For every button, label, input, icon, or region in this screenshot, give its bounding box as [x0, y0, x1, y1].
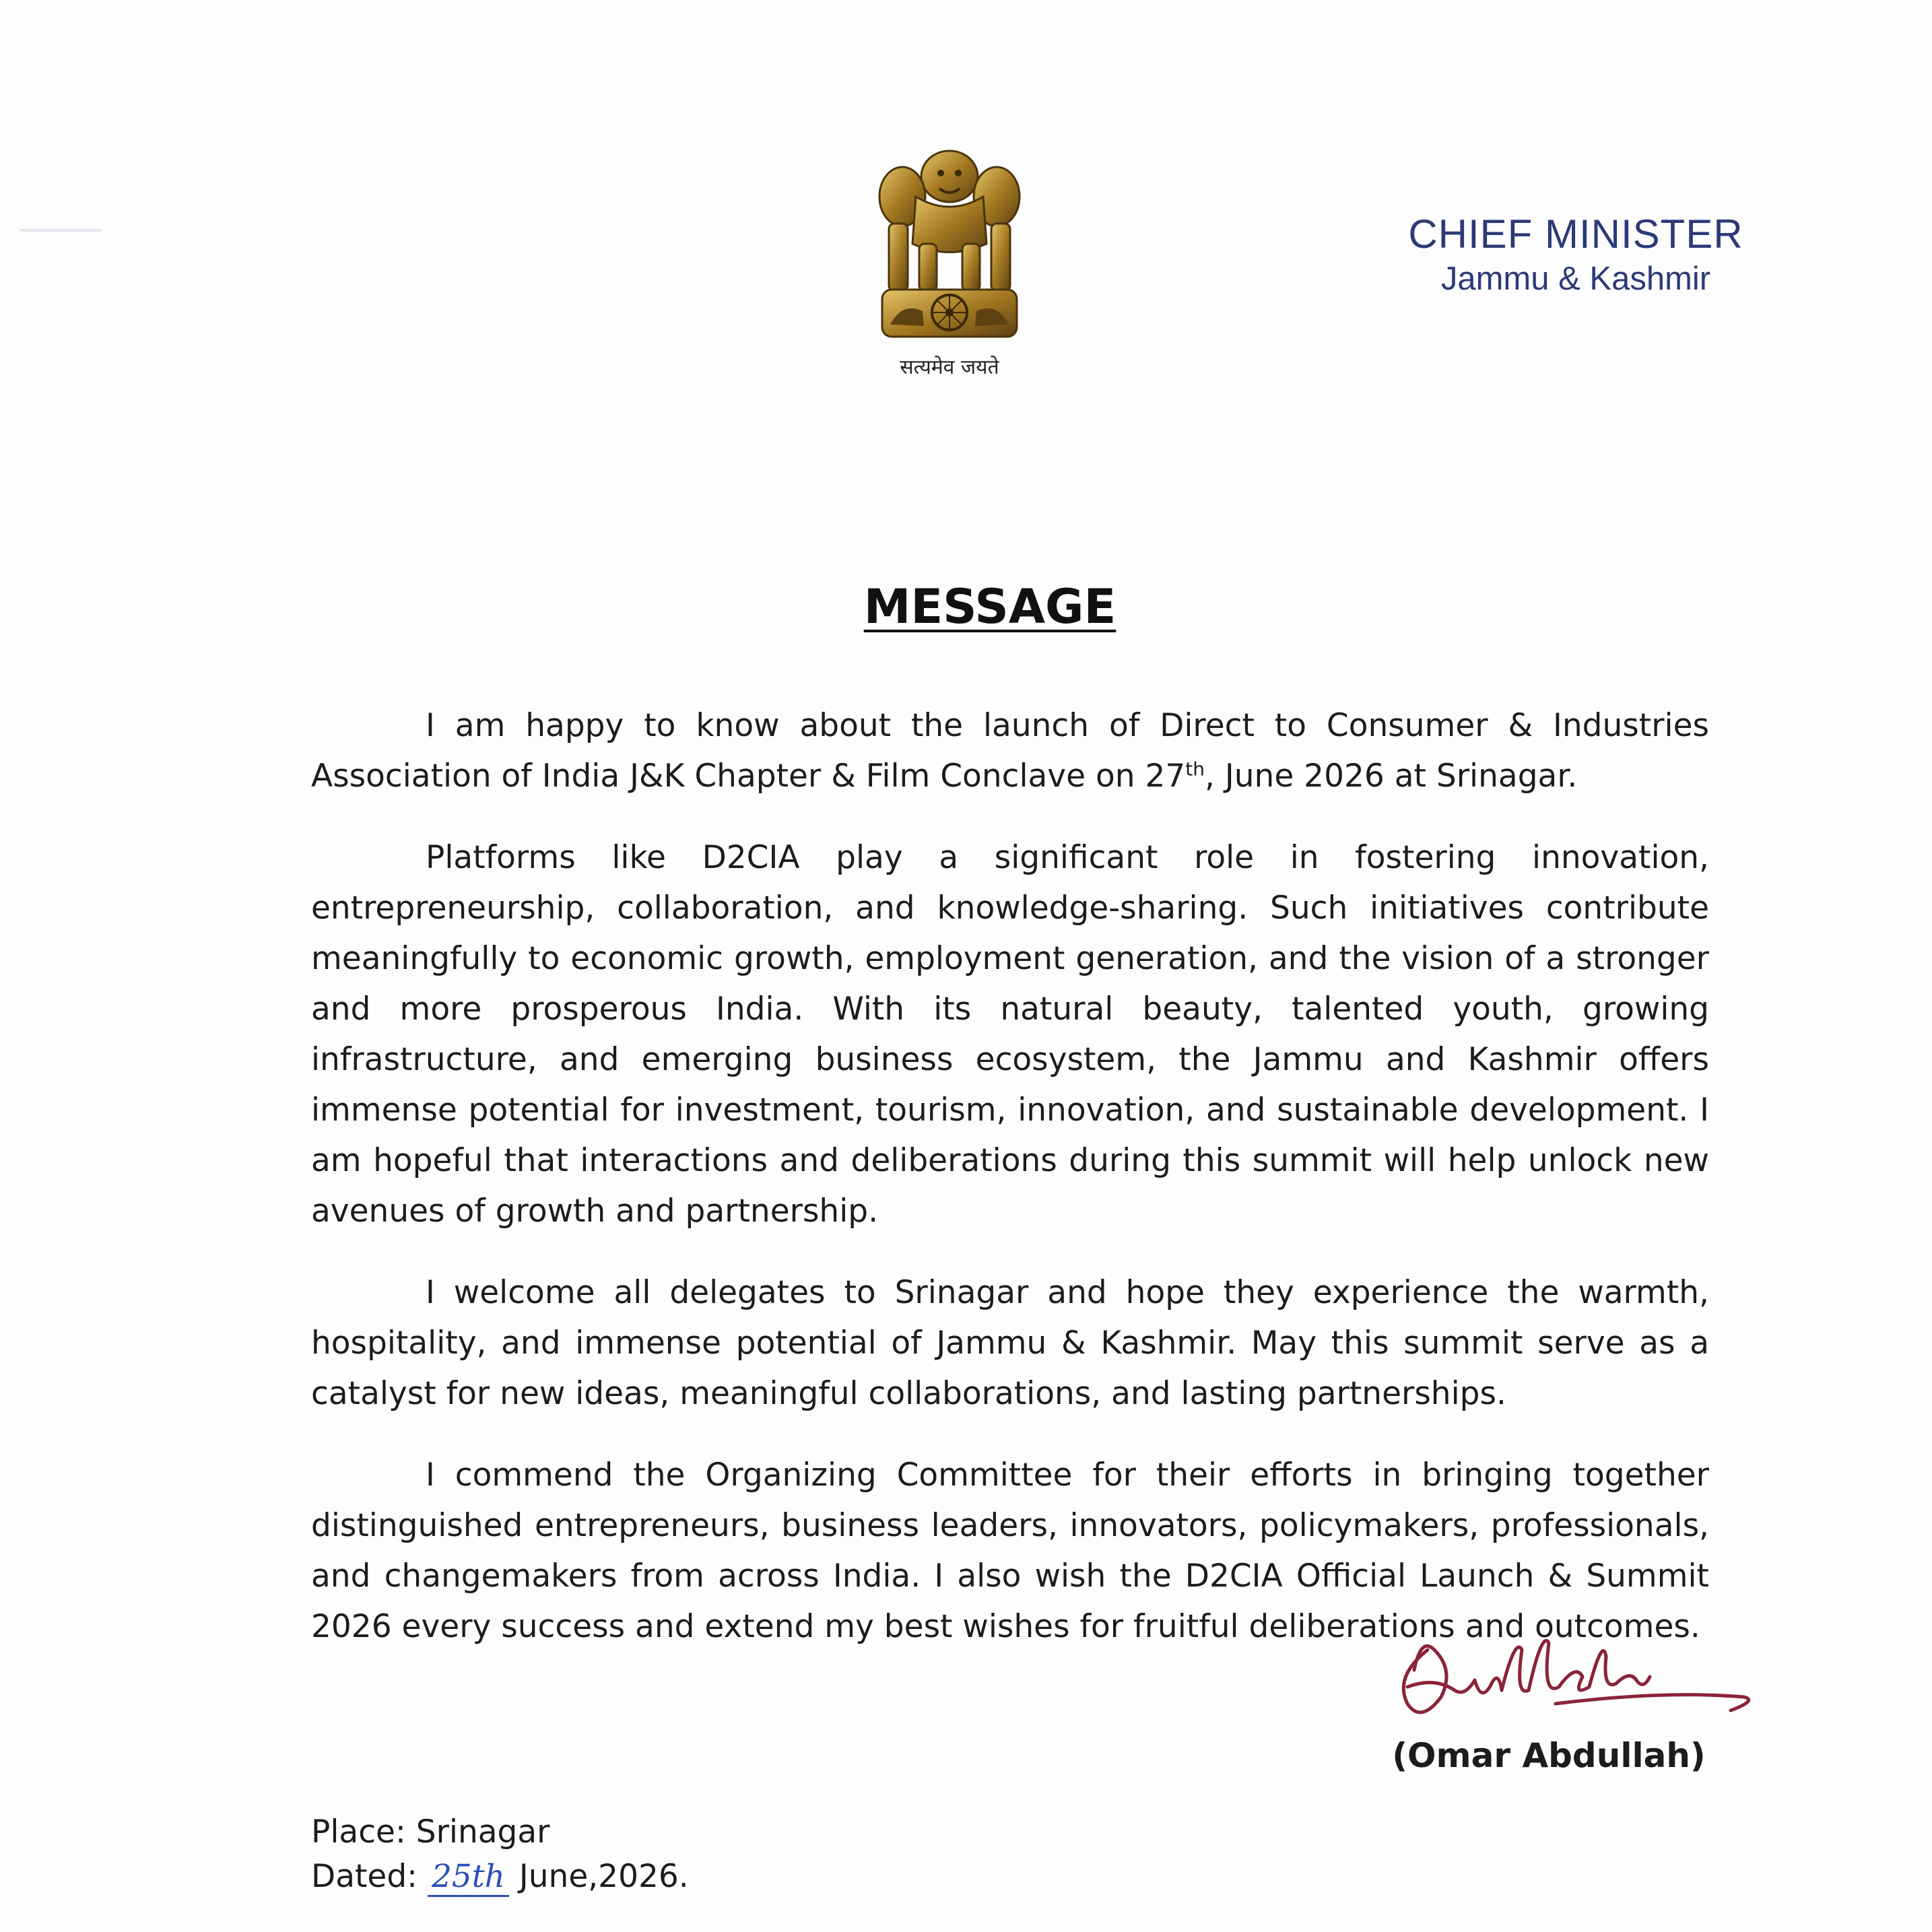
paragraph-2: Platforms like D2CIA play a significant role in fostering innovation, entrepreneurship, collaboration, and knowledge-sharing. Such initiatives contribute meaningfully to economic growth, employment generation, and the vision of a stronger and more prosperous India. With its natural beauty, talented youth, growing infrastructure, and emerging business ecosystem, the Jammu and Kashmir offers immense potential for investment, tourism, innovation, and sustainable development. I am hopeful that interactions and deliberations during this summit will help unlock new avenues of growth and partnership.: [311, 839, 1709, 1230]
office-region: Jammu & Kashmir: [1440, 261, 1711, 297]
dated-label: Dated:: [311, 1858, 418, 1895]
place-line: Place: Srinagar: [311, 1813, 550, 1851]
paragraph-4: I commend the Organizing Committee for their efforts in bringing together distinguished entrepreneurs, business leaders, innovators, policymakers, professionals, and changemakers from across India. I also wish the D2CIA Official Launch & Summit 2026 every success and extend my best wishes for fruitful deliberations and outcomes.: [311, 1457, 1709, 1645]
office-header: [1374, 210, 1778, 299]
dated-month-year: June,2026.: [519, 1858, 689, 1895]
signer-name: (Omar Abdullah): [1392, 1736, 1706, 1775]
place-date-block: [311, 1810, 689, 1899]
national-emblem-icon: [875, 143, 1024, 385]
handwritten-signature: [1380, 1623, 1785, 1731]
ordinal-suffix: th: [1185, 758, 1205, 780]
message-heading: MESSAGE: [863, 579, 1117, 634]
paragraph-1-text-b: , June 2026 at Srinagar.: [1205, 758, 1578, 795]
message-body: [311, 700, 1709, 1683]
paragraph-3: I welcome all delegates to Srinagar and hope they experience the warmth, hospitality, and immense potential of Jammu & Kashmir. May this summit serve as a catalyst for new ideas, meaningful collaborations, and lasting partnerships.: [311, 1274, 1709, 1412]
paragraph-1: [311, 700, 1709, 801]
paragraph-1-text-a: I am happy to know about the launch of Direct to Consumer & Industries Association of India J&K Chapter & Film Conclave on 27: [311, 707, 1709, 795]
office-title: CHIEF MINISTER: [1408, 211, 1743, 257]
emblem-motto: सत्यमेव जयते: [900, 356, 999, 379]
date-line: [311, 1855, 689, 1899]
scan-mark: [20, 229, 101, 232]
handwritten-day: 25th: [428, 1858, 509, 1897]
